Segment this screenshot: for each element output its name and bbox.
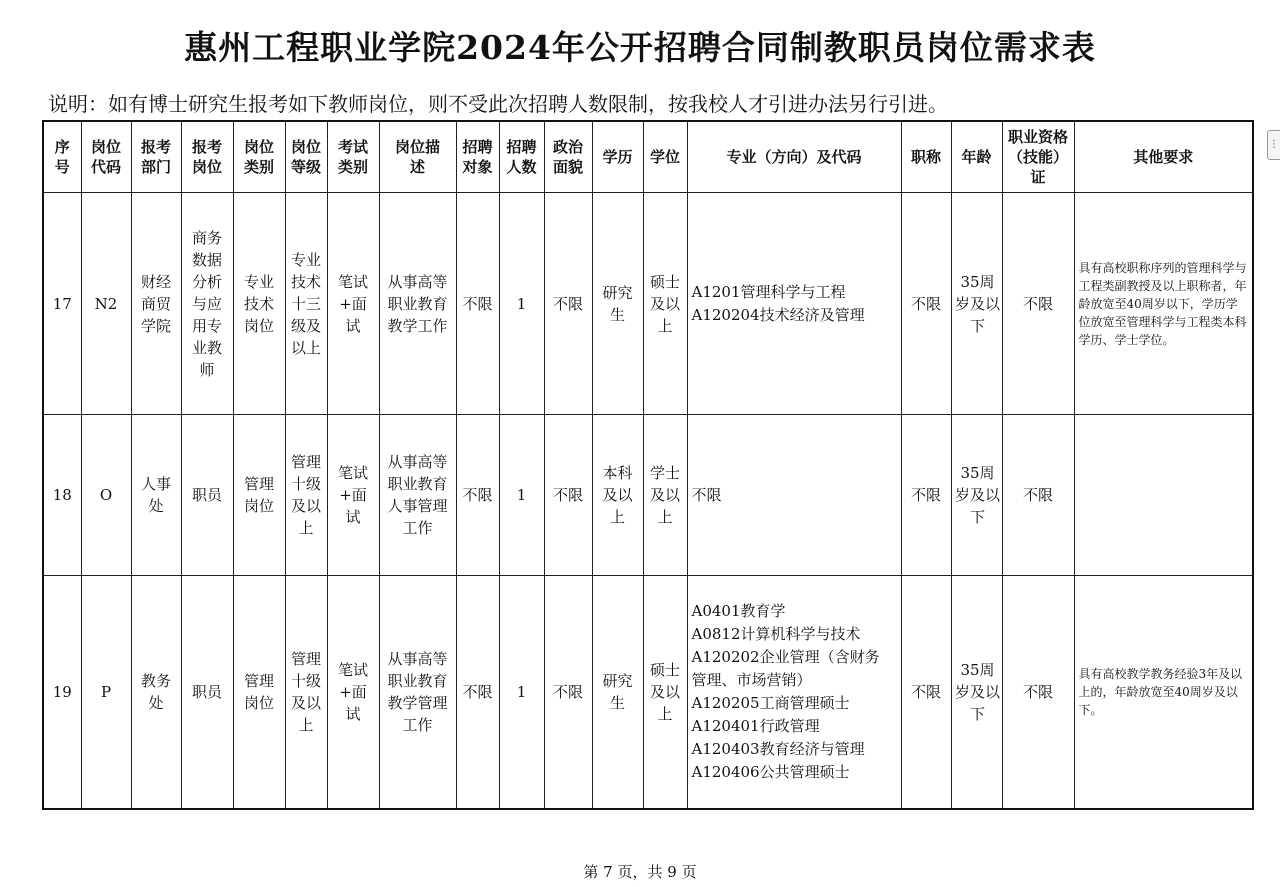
cell-code: O [81, 415, 131, 576]
header-cell: 招聘人数 [499, 121, 544, 193]
cell-majors [687, 576, 901, 810]
cell-level: 专业技术十三级及以上 [285, 193, 327, 415]
cell-code: N2 [81, 193, 131, 415]
header-cell: 政治面貌 [544, 121, 592, 193]
header-cell: 序号 [43, 121, 81, 193]
page-footer: 第 7 页，共 9 页 [583, 863, 697, 881]
cell-count: 1 [499, 415, 544, 576]
header-cell: 岗位描述 [379, 121, 456, 193]
note-text: 说明：如有博士研究生报考如下教师岗位，则不受此次招聘人数限制，按我校人才引进办法另行引进。 [48, 92, 948, 116]
page-title: 惠州工程职业学院2024年公开招聘合同制教职员岗位需求表 [184, 28, 1096, 67]
cell-other [1074, 415, 1253, 576]
cell-no: 19 [43, 576, 81, 810]
header-cell: 报考部门 [131, 121, 181, 193]
cell-category: 管理岗位 [233, 415, 285, 576]
major-item: A120406公共管理硕士 [691, 763, 850, 781]
cell-title-req: 不限 [901, 415, 951, 576]
header-cell: 岗位等级 [285, 121, 327, 193]
cell-category: 管理岗位 [233, 576, 285, 810]
sidebar-tab-icon[interactable]: ⋮ [1267, 130, 1280, 160]
cell-degree: 学士及以上 [643, 415, 687, 576]
cell-other: 具有高校职称序列的管理科学与工程类副教授及以上职称者，年龄放宽至40周岁以下，学历学位放宽至管理科学与工程类本科学历、学士学位。 [1074, 193, 1253, 415]
table-row [43, 576, 1253, 810]
major-item: A120205工商管理硕士 [691, 694, 850, 712]
cell-majors [687, 415, 901, 576]
cell-desc: 从事高等职业教育人事管理工作 [379, 415, 456, 576]
cell-level: 管理十级及以上 [285, 415, 327, 576]
cell-post: 职员 [181, 576, 233, 810]
cell-level: 管理十级及以上 [285, 576, 327, 810]
cell-count: 1 [499, 576, 544, 810]
cell-cert: 不限 [1002, 576, 1074, 810]
header-cell: 学位 [643, 121, 687, 193]
cell-desc: 从事高等职业教育教学管理工作 [379, 576, 456, 810]
major-item: A120202企业管理（含财务 [691, 648, 880, 666]
cell-code: P [81, 576, 131, 810]
table-row [43, 415, 1253, 576]
cell-education: 研究生 [592, 193, 643, 415]
cell-no: 18 [43, 415, 81, 576]
cell-exam: 笔试+面试 [327, 576, 379, 810]
major-item: 不限 [691, 485, 722, 504]
cell-target: 不限 [456, 193, 499, 415]
job-requirements-table [42, 120, 1254, 810]
cell-age: 35周岁及以下 [951, 193, 1002, 415]
major-item: A0812计算机科学与技术 [691, 625, 861, 643]
cell-dept: 财经商贸学院 [131, 193, 181, 415]
cell-education: 研究生 [592, 576, 643, 810]
header-cell: 报考岗位 [181, 121, 233, 193]
cell-political: 不限 [544, 576, 592, 810]
cell-post: 商务数据分析与应用专业教师 [181, 193, 233, 415]
cell-title-req: 不限 [901, 576, 951, 810]
cell-age: 35周岁及以下 [951, 576, 1002, 810]
cell-degree: 硕士及以上 [643, 193, 687, 415]
cell-other: 具有高校教学教务经验3年及以上的，年龄放宽至40周岁及以下。 [1074, 576, 1253, 810]
table-header-row [43, 121, 1253, 193]
header-cell: 职业资格（技能）证 [1002, 121, 1074, 193]
header-cell: 职称 [901, 121, 951, 193]
cell-target: 不限 [456, 415, 499, 576]
cell-cert: 不限 [1002, 193, 1074, 415]
cell-desc: 从事高等职业教育教学工作 [379, 193, 456, 415]
cell-degree: 硕士及以上 [643, 576, 687, 810]
cell-exam: 笔试+面试 [327, 193, 379, 415]
cell-no: 17 [43, 193, 81, 415]
cell-cert: 不限 [1002, 415, 1074, 576]
cell-count: 1 [499, 193, 544, 415]
header-cell: 招聘对象 [456, 121, 499, 193]
cell-exam: 笔试+面试 [327, 415, 379, 576]
cell-category: 专业技术岗位 [233, 193, 285, 415]
header-cell: 岗位类别 [233, 121, 285, 193]
header-cell: 其他要求 [1074, 121, 1253, 193]
major-item: 管理、市场营销） [691, 671, 812, 689]
cell-post: 职员 [181, 415, 233, 576]
cell-age: 35周岁及以下 [951, 415, 1002, 576]
major-item: A120401行政管理 [691, 717, 820, 735]
cell-education: 本科及以上 [592, 415, 643, 576]
table-row [43, 193, 1253, 415]
major-item: A0401教育学 [691, 602, 786, 620]
major-item: A120403教育经济与管理 [691, 740, 865, 758]
header-cell: 年龄 [951, 121, 1002, 193]
cell-majors [687, 193, 901, 415]
cell-dept: 人事处 [131, 415, 181, 576]
header-cell: 岗位代码 [81, 121, 131, 193]
major-item: A120204技术经济及管理 [691, 305, 865, 324]
cell-political: 不限 [544, 415, 592, 576]
major-item: A1201管理科学与工程 [691, 282, 846, 301]
cell-title-req: 不限 [901, 193, 951, 415]
cell-political: 不限 [544, 193, 592, 415]
header-cell: 考试类别 [327, 121, 379, 193]
header-cell: 专业（方向）及代码 [687, 121, 901, 193]
header-cell: 学历 [592, 121, 643, 193]
cell-dept: 教务处 [131, 576, 181, 810]
cell-target: 不限 [456, 576, 499, 810]
